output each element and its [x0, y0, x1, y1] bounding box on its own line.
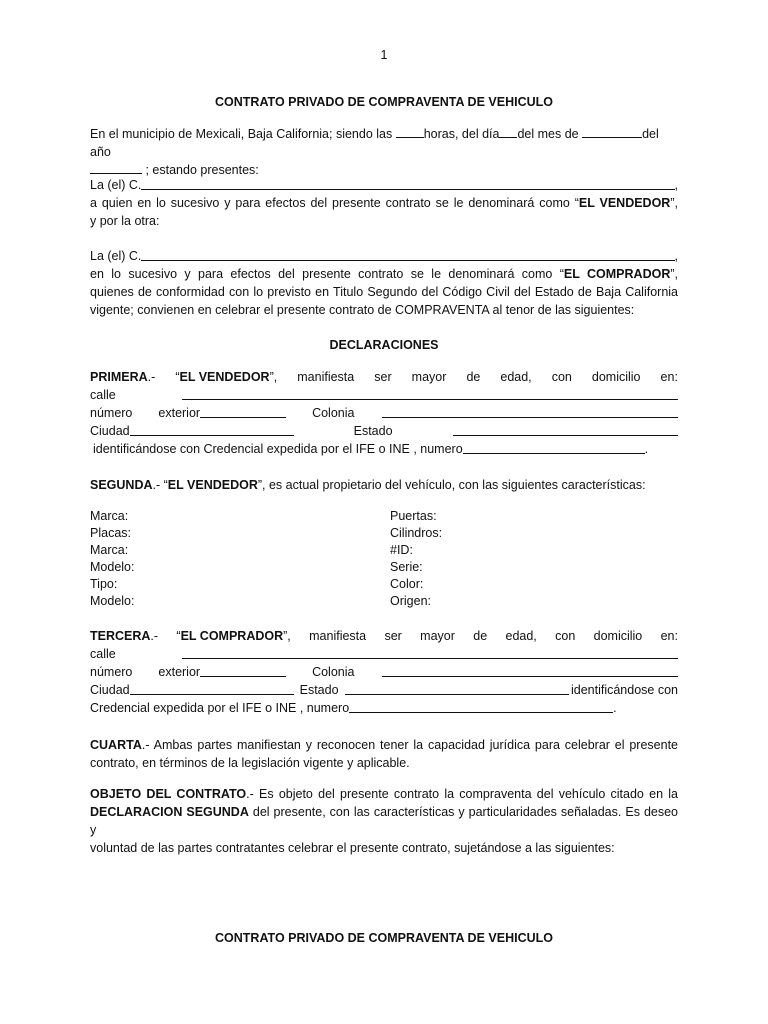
- tercera-colonia-blank: [382, 664, 678, 677]
- field-color: Color:: [390, 577, 424, 591]
- vendor-block: [90, 176, 678, 230]
- primera-clause: [90, 368, 678, 458]
- cuarta-clause: [90, 736, 678, 772]
- objeto-line-2: DECLARACION SEGUNDA del presente, con las características y particularidades señaladas. Es deseo y: [90, 805, 678, 837]
- intro-line-2: ; estando presentes:: [90, 161, 678, 179]
- tercera-line-1: TERCERA.- “EL COMPRADOR”, manifiesta ser mayor de edad, con domicilio en:: [90, 629, 678, 643]
- field-tipo: Tipo:: [90, 577, 118, 591]
- tercera-ciudad-line: Ciudad Estado identificándose con: [90, 683, 678, 697]
- objeto-line-1: OBJETO DEL CONTRATO.- Es objeto del presente contrato la compraventa del vehículo citado en la: [90, 787, 678, 801]
- field-serie: Serie:: [390, 560, 423, 574]
- intro-text-1: En el municipio de Mexicali, Baja California; siendo las horas, del día del mes de del año: [90, 127, 659, 159]
- field-modelo-2: Modelo:: [90, 594, 135, 608]
- field-id: #ID:: [390, 543, 413, 557]
- document-title: CONTRATO PRIVADO DE COMPRAVENTA DE VEHICULO: [215, 95, 553, 109]
- tercera-id-line: Credencial expedida por el IFE o INE , numero .: [90, 701, 617, 715]
- buyer-name-blank: [141, 248, 674, 261]
- page-number: 1: [380, 48, 388, 62]
- buyer-text-line-2: quienes de conformidad con lo previsto en Titulo Segundo del Código Civil del Estado de Baja California: [90, 285, 678, 299]
- primera-estado-blank: [453, 423, 678, 436]
- primera-colonia-blank: [382, 405, 678, 418]
- buyer-text-line-3: vigente; convienen en celebrar el presente contrato de COMPRAVENTA al tenor de las siguientes:: [90, 303, 635, 317]
- primera-id-line: identificándose con Credencial expedida por el IFE o INE , numero .: [93, 442, 649, 456]
- primera-calle-line: calle: [90, 386, 678, 404]
- buyer-text-line: en lo sucesivo y para efectos del presente contrato se le denominará como “EL COMPRADOR”,: [90, 267, 678, 281]
- segunda-clause: SEGUNDA.- “EL VENDEDOR”, es actual propietario del vehículo, con las siguientes características:: [90, 478, 646, 492]
- vendor-name-blank: [141, 177, 674, 190]
- field-origen: Origen:: [390, 594, 431, 608]
- footer-title: CONTRATO PRIVADO DE COMPRAVENTA DE VEHICULO: [215, 931, 553, 945]
- tercera-calle-blank: [182, 646, 678, 659]
- buyer-name-line: La (el) C. ,: [90, 249, 678, 263]
- vendor-text-line-2: y por la otra:: [90, 214, 160, 228]
- field-modelo: Modelo:: [90, 560, 135, 574]
- intro-line-1: [90, 125, 678, 161]
- cuarta-line-1: CUARTA.- Ambas partes manifiestan y reconocen tener la capacidad jurídica para celebrar el presente: [90, 738, 678, 752]
- primera-numero-line: número exterior Colonia: [90, 404, 678, 422]
- field-marca: Marca:: [90, 509, 129, 523]
- objeto-clause: [90, 785, 678, 857]
- field-marca-2: Marca:: [90, 543, 129, 557]
- vehicle-fields-right: [390, 508, 590, 610]
- field-cilindros: Cilindros:: [390, 526, 443, 540]
- tercera-numero-line: número exterior Colonia: [90, 663, 678, 681]
- primera-line-1: PRIMERA.- “EL VENDEDOR”, manifiesta ser mayor de edad, con domicilio en:: [90, 370, 678, 384]
- vehicle-fields-left: [90, 508, 290, 610]
- tercera-clause: [90, 627, 678, 717]
- vendor-name-line: La (el) C. ,: [90, 178, 678, 192]
- declaraciones-heading: DECLARACIONES: [329, 338, 439, 352]
- field-placas: Placas:: [90, 526, 131, 540]
- vendor-text-line: a quien en lo sucesivo y para efectos del presente contrato se le denominará como “EL VENDEDOR”,: [90, 196, 678, 210]
- buyer-block: [90, 247, 678, 319]
- field-puertas: Puertas:: [390, 509, 437, 523]
- intro-paragraph: [90, 125, 678, 179]
- primera-ciudad-line: Ciudad Estado: [90, 422, 678, 440]
- cuarta-line-2: contrato, en términos de la legislación vigente y aplicable.: [90, 756, 410, 770]
- primera-calle-blank: [182, 387, 678, 400]
- tercera-calle-line: calle: [90, 645, 678, 663]
- objeto-line-3: voluntad de las partes contratantes celebrar el presente contrato, sujetándose a las siguientes:: [90, 841, 615, 855]
